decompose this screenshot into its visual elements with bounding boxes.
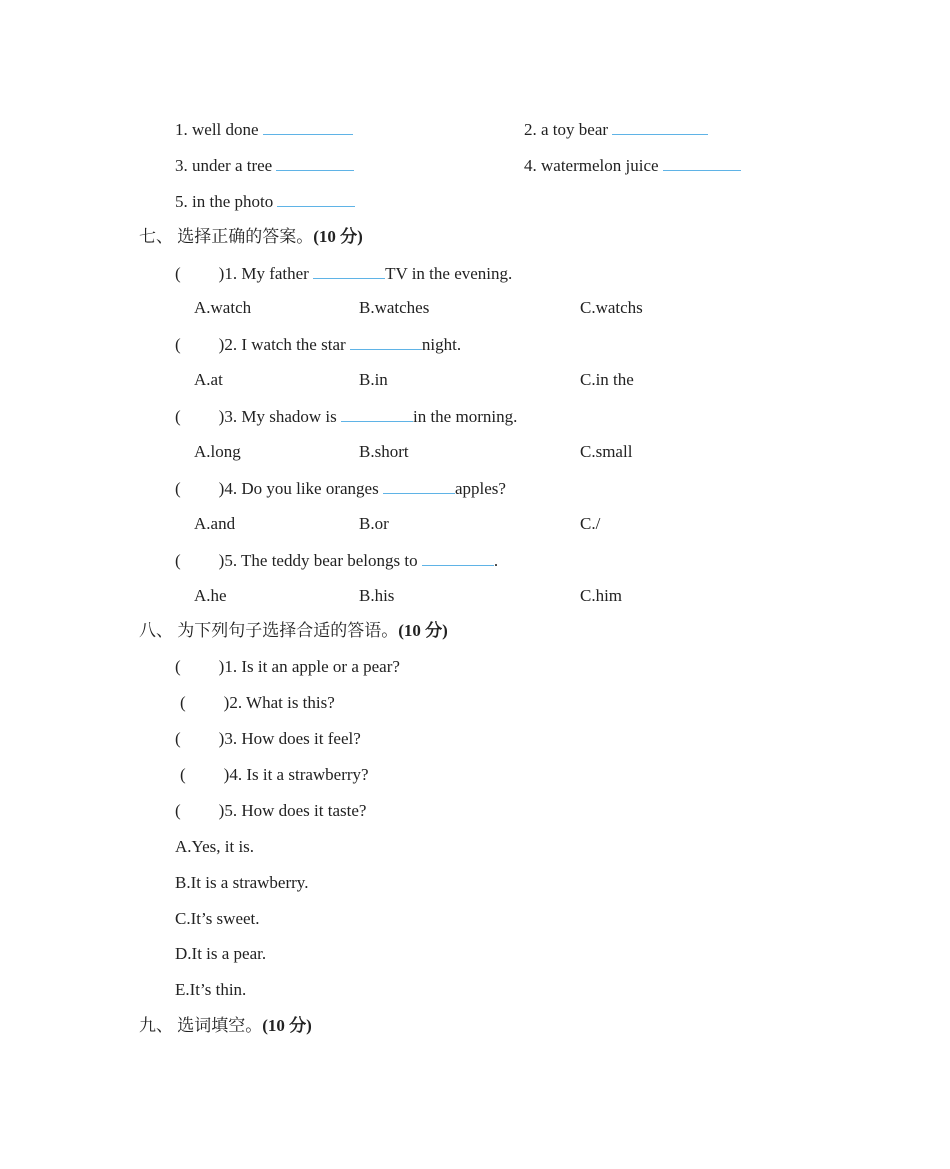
answer-blank[interactable] bbox=[277, 190, 355, 207]
answer-choice: E.It’s thin. bbox=[175, 980, 247, 999]
answer-blank[interactable] bbox=[313, 262, 385, 279]
option-c[interactable]: C.small bbox=[580, 442, 633, 461]
phrase-item bbox=[175, 190, 355, 213]
answer-paren[interactable]: ( bbox=[175, 551, 181, 570]
question-text: )3. My shadow is bbox=[218, 407, 341, 426]
phrase-text: 3. under a tree bbox=[175, 156, 273, 175]
answer-blank[interactable] bbox=[612, 118, 708, 135]
question-item bbox=[175, 333, 461, 356]
question-text-end: night. bbox=[421, 335, 462, 354]
answer-paren[interactable]: ( bbox=[175, 801, 181, 820]
option-c[interactable]: C.watchs bbox=[580, 298, 643, 317]
answer-paren[interactable]: ( bbox=[175, 407, 181, 426]
section-heading bbox=[139, 620, 448, 642]
question-text-end: apples? bbox=[454, 479, 506, 498]
answer-paren[interactable]: ( bbox=[180, 765, 186, 784]
answer-choice: B.It is a strawberry. bbox=[175, 873, 309, 892]
answer-choice: C.It’s sweet. bbox=[175, 909, 260, 928]
option-c[interactable]: C./ bbox=[580, 514, 601, 533]
phrase-item bbox=[524, 154, 741, 177]
answer-choice: A.Yes, it is. bbox=[175, 837, 255, 856]
question-text: )1. My father bbox=[218, 264, 314, 283]
section-title: 七、 选择正确的答案。 bbox=[139, 227, 314, 246]
section-heading bbox=[139, 1015, 312, 1037]
answer-blank[interactable] bbox=[341, 405, 413, 422]
answer-paren[interactable]: ( bbox=[180, 693, 186, 712]
question-text: )3. How does it feel? bbox=[218, 729, 361, 748]
option-a[interactable]: A.at bbox=[194, 370, 223, 389]
answer-blank[interactable] bbox=[663, 154, 741, 171]
section-score: (10 分) bbox=[262, 1016, 312, 1035]
question-item bbox=[175, 549, 498, 572]
option-b[interactable]: B.his bbox=[359, 586, 395, 605]
question-text-end: . bbox=[493, 551, 499, 570]
question-item bbox=[175, 728, 361, 750]
question-item bbox=[175, 405, 517, 428]
section-score: (10 分) bbox=[398, 621, 448, 640]
option-a[interactable]: A.he bbox=[194, 586, 227, 605]
answer-paren[interactable]: ( bbox=[175, 729, 181, 748]
question-text: )1. Is it an apple or a pear? bbox=[218, 657, 400, 676]
option-b[interactable]: B.or bbox=[359, 514, 389, 533]
question-item bbox=[175, 262, 512, 285]
answer-paren[interactable]: ( bbox=[175, 657, 181, 676]
question-text: )2. I watch the star bbox=[218, 335, 350, 354]
section-score: (10 分) bbox=[313, 227, 363, 246]
question-item bbox=[180, 764, 369, 786]
answer-blank[interactable] bbox=[263, 118, 353, 135]
option-a[interactable]: A.and bbox=[194, 514, 236, 533]
answer-choice: D.It is a pear. bbox=[175, 944, 267, 963]
phrase-item bbox=[524, 118, 708, 141]
option-a[interactable]: A.watch bbox=[194, 298, 252, 317]
phrase-item bbox=[175, 118, 353, 141]
answer-paren[interactable]: ( bbox=[175, 264, 181, 283]
phrase-text: 5. in the photo bbox=[175, 192, 274, 211]
phrase-text: 2. a toy bear bbox=[524, 120, 609, 139]
option-a[interactable]: A.long bbox=[194, 442, 241, 461]
section-heading bbox=[139, 226, 363, 248]
question-item bbox=[175, 477, 506, 500]
answer-blank[interactable] bbox=[422, 549, 494, 566]
question-item bbox=[175, 800, 366, 822]
option-b[interactable]: B.watches bbox=[359, 298, 430, 317]
option-c[interactable]: C.him bbox=[580, 586, 623, 605]
question-item bbox=[180, 692, 335, 714]
option-b[interactable]: B.in bbox=[359, 370, 388, 389]
answer-blank[interactable] bbox=[350, 333, 422, 350]
question-text: )4. Do you like oranges bbox=[218, 479, 383, 498]
question-text: )5. The teddy bear belongs to bbox=[218, 551, 422, 570]
phrase-text: 4. watermelon juice bbox=[524, 156, 659, 175]
answer-paren[interactable]: ( bbox=[175, 479, 181, 498]
answer-paren[interactable]: ( bbox=[175, 335, 181, 354]
option-c[interactable]: C.in the bbox=[580, 370, 634, 389]
question-text: )4. Is it a strawberry? bbox=[223, 765, 369, 784]
answer-blank[interactable] bbox=[383, 477, 455, 494]
answer-blank[interactable] bbox=[276, 154, 354, 171]
question-item bbox=[175, 656, 400, 678]
option-b[interactable]: B.short bbox=[359, 442, 409, 461]
phrase-text: 1. well done bbox=[175, 120, 259, 139]
section-title: 八、 为下列句子选择合适的答语。 bbox=[139, 621, 399, 640]
question-text: )2. What is this? bbox=[223, 693, 335, 712]
question-text-end: TV in the evening. bbox=[385, 264, 513, 283]
question-text: )5. How does it taste? bbox=[218, 801, 367, 820]
section-title: 九、 选词填空。 bbox=[139, 1016, 263, 1035]
question-text-end: in the morning. bbox=[412, 407, 518, 426]
phrase-item bbox=[175, 154, 354, 177]
